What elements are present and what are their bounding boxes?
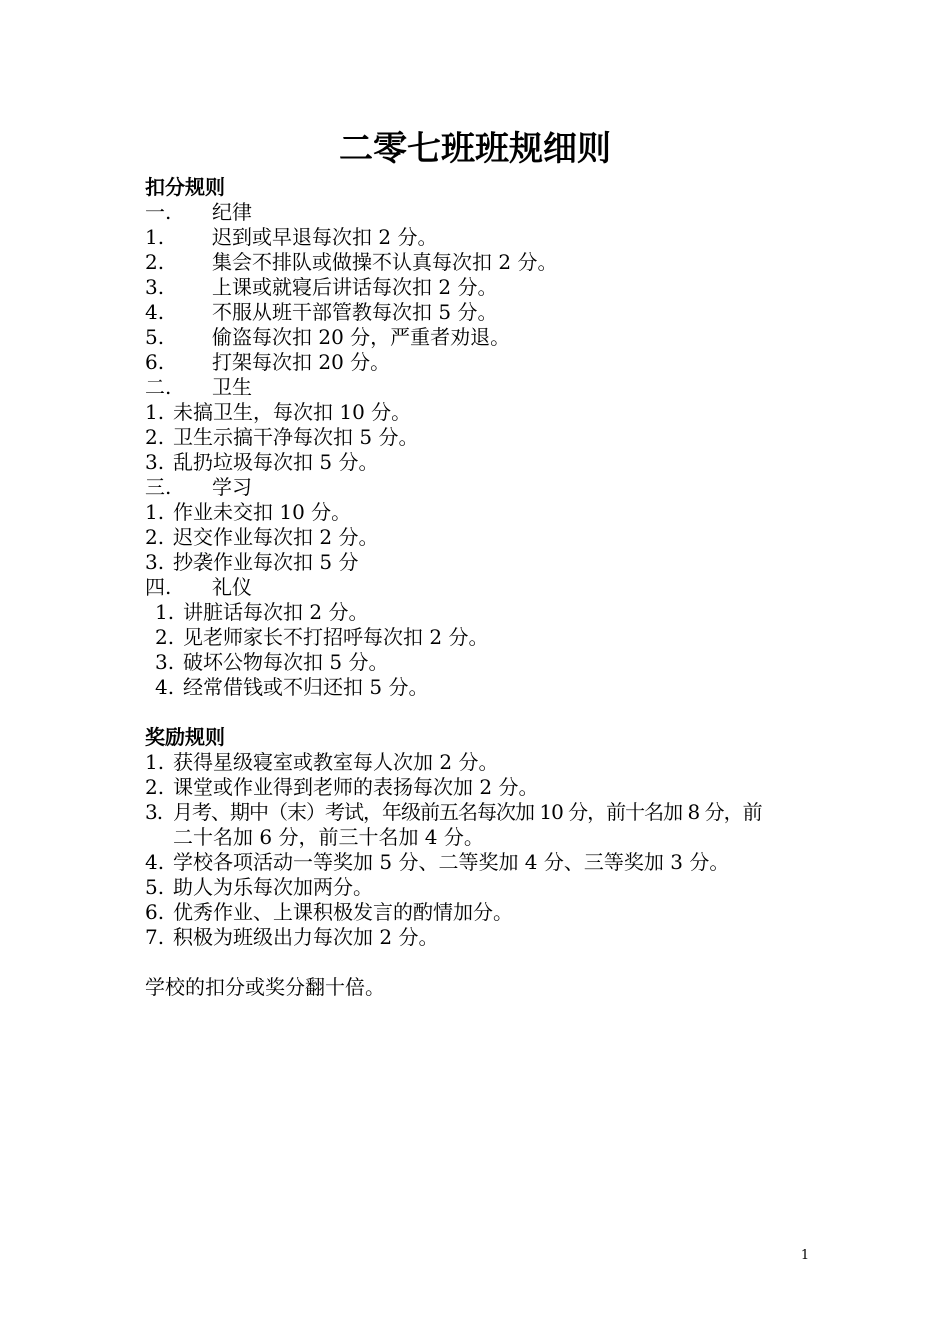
reward-heading: 奖励规则 [145,725,225,749]
item-text: 积极为班级出力每次加 2 分。 [173,925,439,949]
list-item [145,500,351,525]
item-text: 破坏公物每次扣 5 分。 [183,650,389,674]
item-text: 上课或就寝后讲话每次扣 2 分。 [212,275,498,299]
list-item [145,650,388,675]
section-number: 三. [145,475,172,499]
page-title: 二零七班班规细则 [339,129,611,169]
list-item [145,325,510,350]
item-number: 2. [145,775,165,799]
section-label: 学习 [212,475,252,499]
item-number: 4. [145,300,165,324]
list-item [145,875,373,900]
section-number: 一. [145,200,172,224]
item-number: 7. [145,925,165,949]
list-item [145,400,411,425]
closing-note: 学校的扣分或奖分翻十倍。 [145,975,385,999]
item-number: 3. [145,275,165,299]
list-item [145,300,497,325]
item-text: 抄袭作业每次扣 5 分 [173,550,359,574]
list-item [145,800,762,825]
item-number: 3. [155,650,175,674]
item-text: 月考、期中（末）考试，年级前五名每次加 10 分，前十名加 8 分，前 [173,800,762,824]
item-text: 见老师家长不打招呼每次扣 2 分。 [183,625,489,649]
item-number: 6. [145,350,165,374]
deduction-heading: 扣分规则 [145,175,225,199]
item-number: 6. [145,900,165,924]
item-number: 1. [145,750,165,774]
item-text: 助人为乐每次加两分。 [173,875,373,899]
list-item [145,750,498,775]
section-study [145,475,252,500]
item-number: 2. [145,250,165,274]
list-item [145,675,428,700]
item-number: 4. [145,850,165,874]
item-text: 学校各项活动一等奖加 5 分、二等奖加 4 分、三等奖加 3 分。 [173,850,730,874]
item-text: 偷盗每次扣 20 分，严重者劝退。 [212,325,511,349]
list-item [145,225,437,250]
item-text: 卫生示搞干净每次扣 5 分。 [173,425,419,449]
list-item [145,925,438,950]
list-item [145,450,378,475]
item-number: 1. [155,600,175,624]
item-number: 2. [145,425,165,449]
item-text: 优秀作业、上课积极发言的酌情加分。 [173,900,513,924]
item-text: 课堂或作业得到老师的表扬每次加 2 分。 [173,775,539,799]
list-item [145,525,378,550]
list-item [145,275,497,300]
item-text: 打架每次扣 20 分。 [212,350,391,374]
section-label: 礼仪 [212,575,252,599]
item-text: 获得星级寝室或教室每人次加 2 分。 [173,750,499,774]
item-number: 1. [145,500,165,524]
item-number: 5. [145,325,165,349]
section-number: 四. [145,575,172,599]
list-item [145,900,513,925]
item-text: 经常借钱或不归还扣 5 分。 [183,675,429,699]
list-item [145,550,358,575]
item-text: 集会不排队或做操不认真每次扣 2 分。 [212,250,558,274]
item-text: 未搞卫生，每次扣 10 分。 [173,400,412,424]
item-number: 3. [145,550,165,574]
section-discipline [145,200,252,225]
list-item [145,425,418,450]
page-number: 1 [800,1248,810,1263]
list-item [145,350,390,375]
list-item [145,250,557,275]
item-number: 3. [145,800,163,824]
item-text: 迟到或早退每次扣 2 分。 [212,225,438,249]
section-label: 纪律 [212,200,252,224]
section-number: 二. [145,375,172,399]
item-text: 不服从班干部管教每次扣 5 分。 [212,300,498,324]
item-number: 4. [155,675,175,699]
section-etiquette [145,575,252,600]
item-number: 5. [145,875,165,899]
item-number: 3. [145,450,165,474]
list-item [145,625,488,650]
item-number: 1. [145,400,165,424]
item-number: 2. [155,625,175,649]
item-text: 讲脏话每次扣 2 分。 [183,600,369,624]
section-hygiene [145,375,252,400]
list-item [145,850,729,875]
item-number: 1. [145,225,165,249]
section-label: 卫生 [212,375,252,399]
item-text: 作业未交扣 10 分。 [173,500,352,524]
list-item [145,775,538,800]
item-number: 2. [145,525,165,549]
list-item [145,600,368,625]
item-text: 迟交作业每次扣 2 分。 [173,525,379,549]
item-text: 乱扔垃圾每次扣 5 分。 [173,450,379,474]
list-item-continuation: 二十名加 6 分，前三十名加 4 分。 [173,825,484,849]
